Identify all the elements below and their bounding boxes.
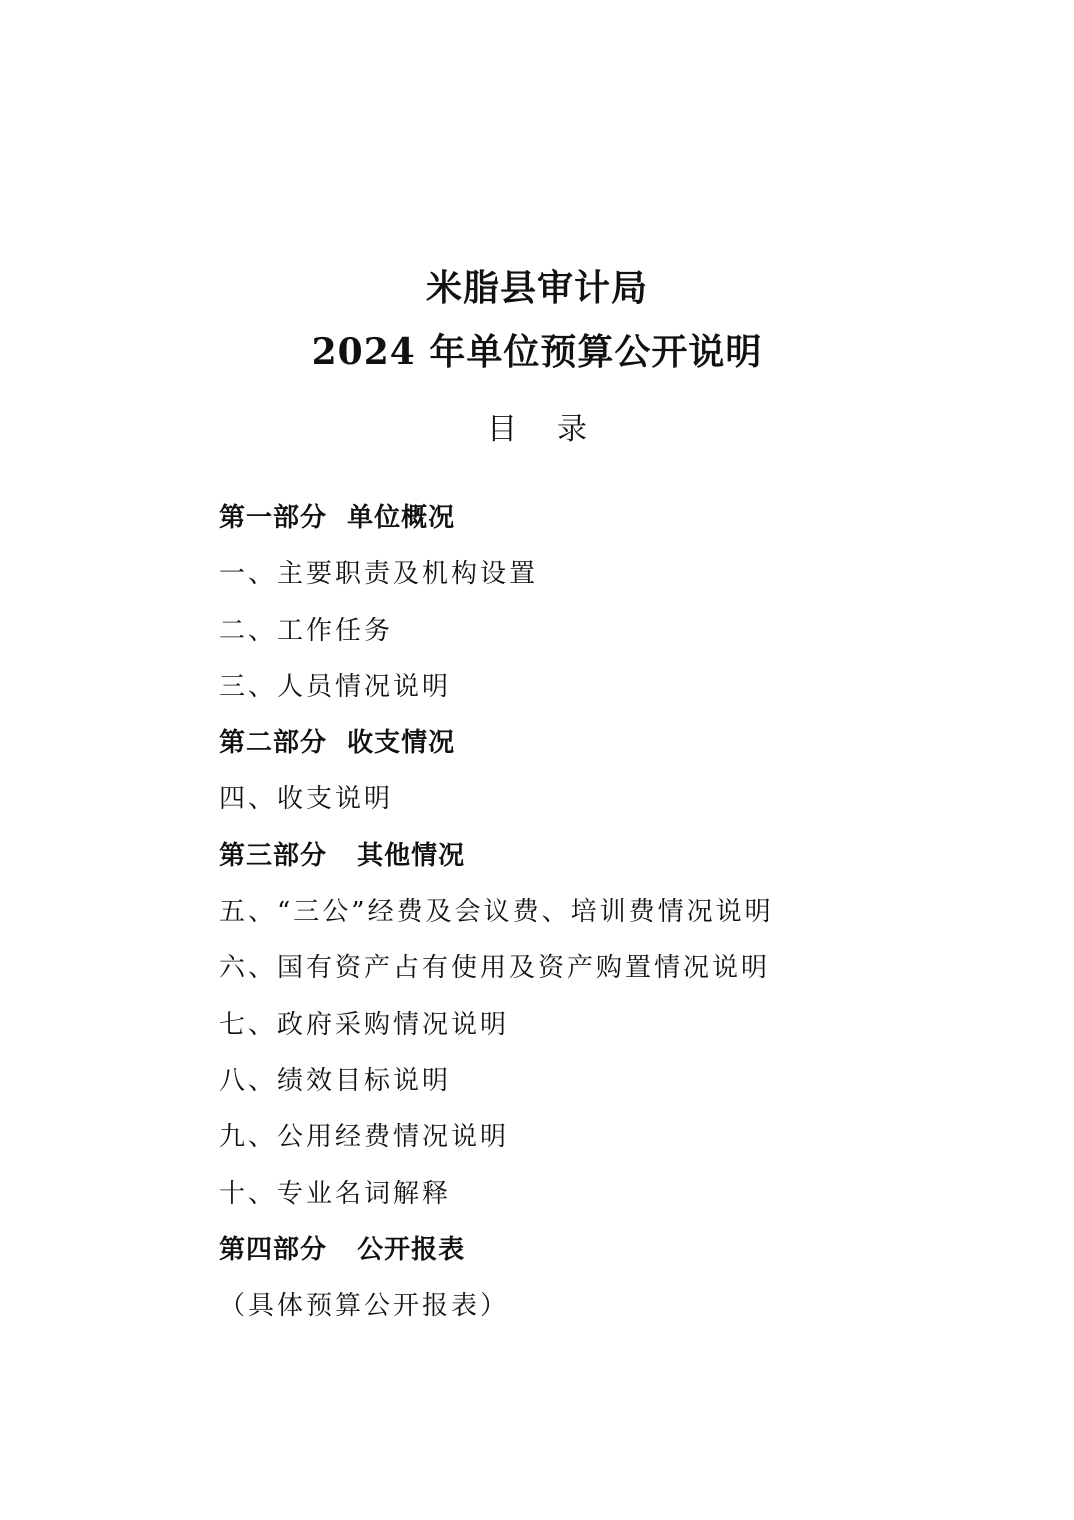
toc-item-8: 八、绩效目标说明 (219, 1065, 452, 1096)
toc-item-11: （具体预算公开报表） (219, 1291, 510, 1322)
toc-part-2: 第二部分 收支情况 (219, 728, 456, 759)
document-title-line-2: 2024 年单位预算公开说明 (311, 331, 763, 373)
toc-item-3: 三、人员情况说明 (219, 671, 452, 702)
toc-item-7: 七、政府采购情况说明 (219, 1009, 510, 1040)
table-of-contents (219, 496, 1019, 1340)
toc-item-1: 一、主要职责及机构设置 (219, 559, 539, 590)
toc-item-9: 九、公用经费情况说明 (219, 1122, 510, 1153)
toc-part-4: 第四部分 公开报表 (219, 1234, 466, 1265)
toc-part-1: 第一部分 单位概况 (219, 503, 456, 533)
toc-heading (0, 410, 1074, 450)
toc-heading-char-2: 录 (557, 412, 587, 447)
document-title-line-1: 米脂县审计局 (425, 267, 648, 309)
toc-item-6: 六、国有资产占有使用及资产购置情况说明 (219, 953, 771, 984)
toc-item-4: 四、收支说明 (219, 784, 394, 815)
toc-item-10: 十、专业名词解释 (219, 1178, 452, 1209)
toc-heading-char-1: 目 (487, 412, 517, 447)
toc-item-2: 二、工作任务 (219, 615, 394, 646)
toc-item-5: 五、“三公”经费及会议费、培训费情况说明 (219, 897, 774, 928)
toc-part-3: 第三部分 其他情况 (219, 840, 466, 871)
